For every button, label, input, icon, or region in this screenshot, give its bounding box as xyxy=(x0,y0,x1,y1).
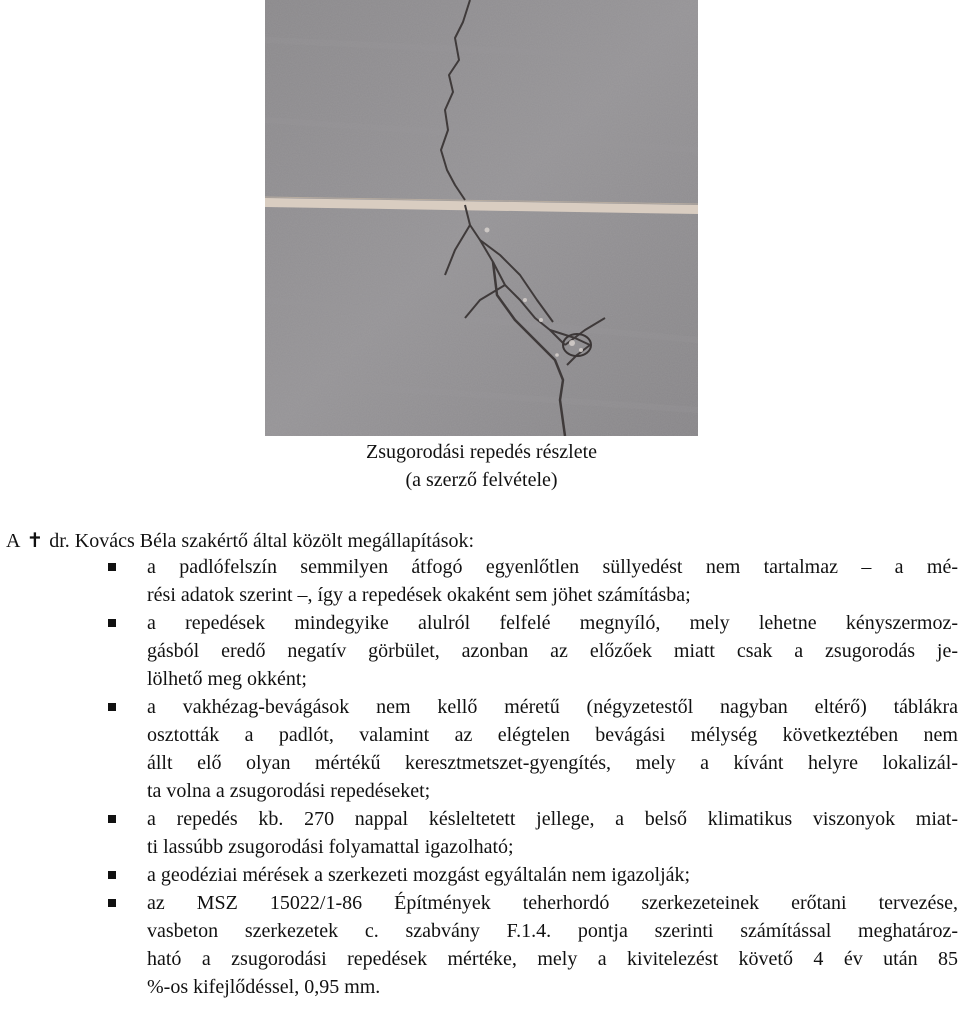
photo-caption-credit: (a szerző felvétele) xyxy=(405,469,558,491)
finding-text-line: a vakhézag-bevágások nem kellő méretű (négyzetestől nagyban eltérő) táblákra xyxy=(147,696,958,718)
finding-text-line: %-os kifejlődéssel, 0,95 mm. xyxy=(147,976,381,998)
square-bullet-icon xyxy=(108,899,116,907)
finding-text-line: gásból eredő negatív görbület, azonban az előzőek miatt csak a zsugorodás je- xyxy=(147,640,958,662)
intro-prefix: A xyxy=(6,530,21,552)
finding-text-line: ta volna a zsugorodási repedéseket; xyxy=(147,780,431,802)
finding-text-line: ható a zsugorodási repedések mértéke, mely a kivitelezést követő 4 év után 85 xyxy=(147,948,958,970)
square-bullet-icon xyxy=(108,871,116,879)
finding-text-line: a geodéziai mérések a szerkezeti mozgást egyáltalán nem igazolják; xyxy=(147,864,691,886)
dagger-icon: ✝ xyxy=(26,528,44,552)
intro-text: dr. Kovács Béla szakértő által közölt megállapítások: xyxy=(49,530,475,552)
square-bullet-icon xyxy=(108,815,116,823)
finding-text-line: lölhető meg okként; xyxy=(147,668,307,690)
finding-text-line: a repedések mindegyike alulról felfelé megnyíló, mely lehetne kényszermoz- xyxy=(147,612,958,634)
finding-text-line: rési adatok szerint –, így a repedések okaként sem jöhet számításba; xyxy=(147,584,691,606)
finding-text-line: vasbeton szerkezetek c. szabvány F.1.4. pontja szerinti számítással meghatároz- xyxy=(147,920,958,942)
finding-text-line: a padlófelszín semmilyen átfogó egyenlőtlen süllyedést nem tartalmaz – a mé- xyxy=(147,556,958,578)
finding-text-line: az MSZ 15022/1-86 Építmények teherhordó szerkezeteinek erőtani tervezése, xyxy=(147,892,958,914)
finding-text-line: állt elő olyan mértékű keresztmetszet-gyengítés, mely a kívánt helyre lokalizál- xyxy=(147,752,958,774)
finding-item xyxy=(0,889,960,1001)
finding-text-line: ti lassúbb zsugorodási folyamattal igazolható; xyxy=(147,836,514,858)
finding-item xyxy=(0,693,960,805)
finding-item xyxy=(0,553,960,609)
square-bullet-icon xyxy=(108,703,116,711)
finding-text-line: osztották a padlót, valamint az elégtelen bevágási mélység következtében nem xyxy=(147,724,958,746)
finding-item xyxy=(0,805,960,861)
finding-item xyxy=(0,609,960,693)
findings-intro xyxy=(6,526,474,555)
crack-photo xyxy=(265,0,698,436)
finding-item xyxy=(0,861,960,889)
square-bullet-icon xyxy=(108,619,116,627)
square-bullet-icon xyxy=(108,563,116,571)
photo-caption-title: Zsugorodási repedés részlete xyxy=(365,441,597,463)
finding-text-line: a repedés kb. 270 nappal késleltetett jellege, a belső klimatikus viszonyok miat- xyxy=(147,808,958,830)
